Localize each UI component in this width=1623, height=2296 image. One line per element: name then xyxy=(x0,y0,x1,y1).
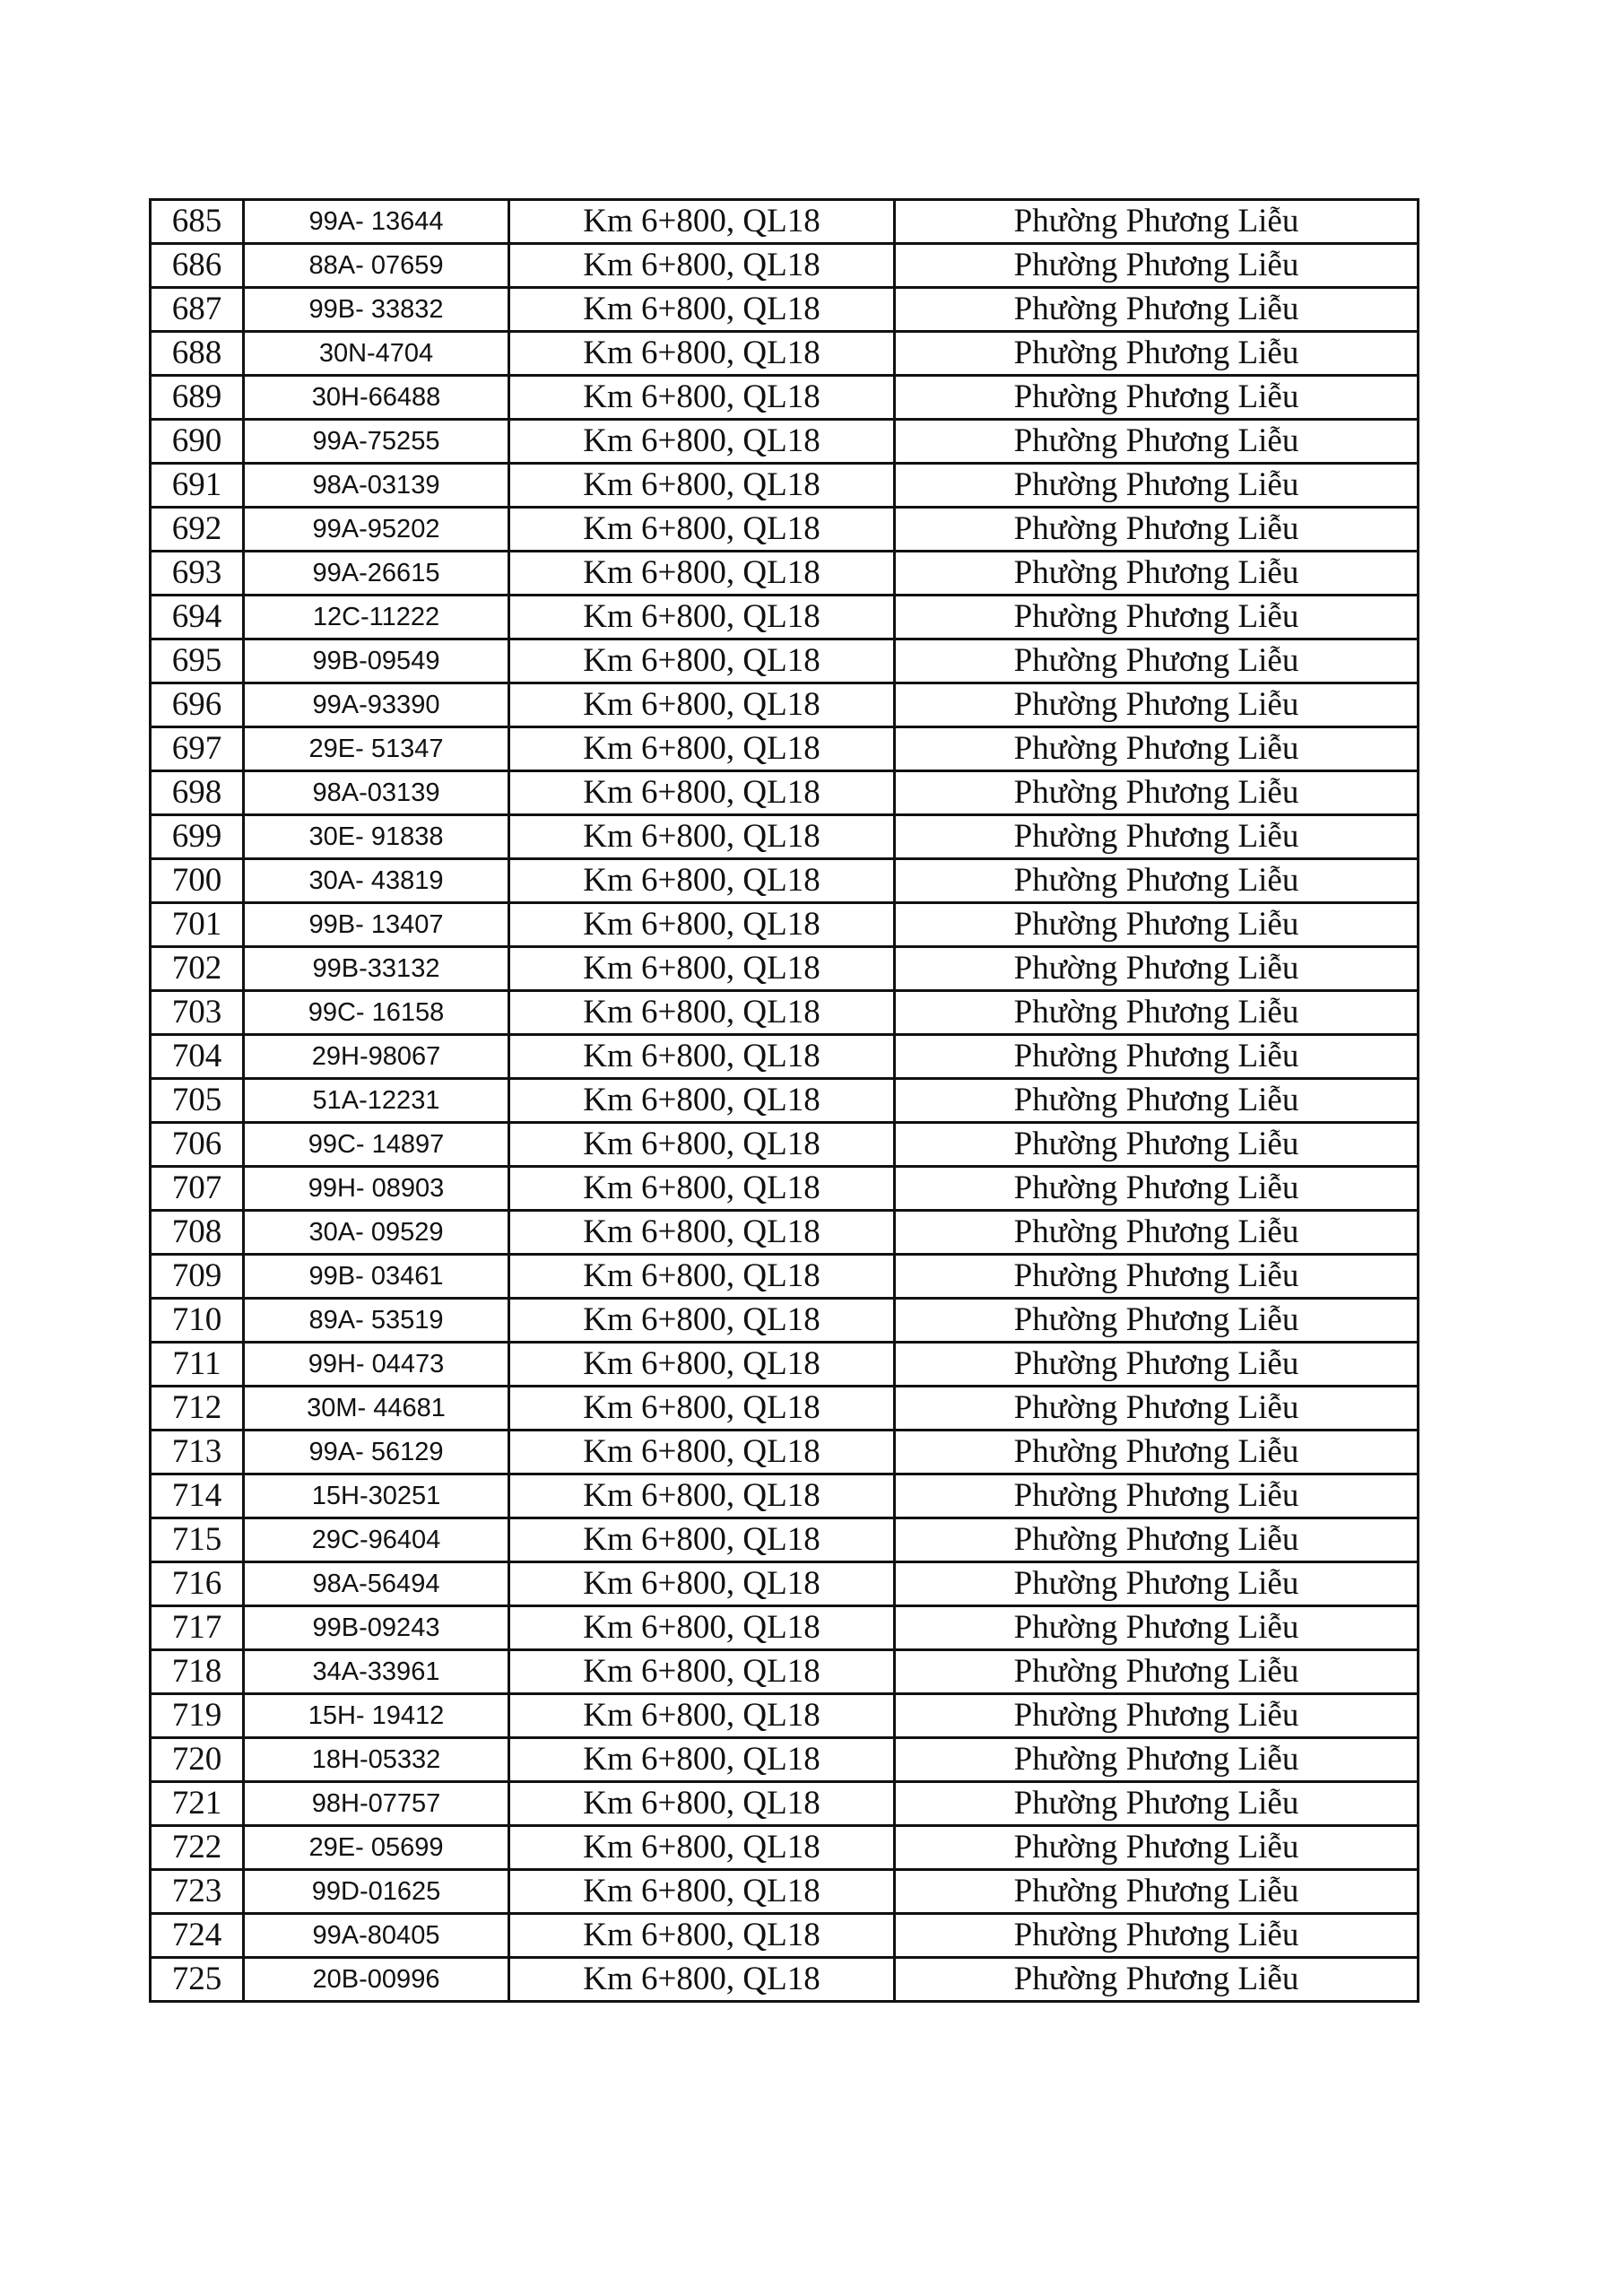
location-cell: Km 6+800, QL18 xyxy=(509,376,895,420)
license-plate-cell: 99A-93390 xyxy=(244,683,509,727)
row-number-cell: 703 xyxy=(151,991,244,1035)
license-plate-cell: 98A-56494 xyxy=(244,1562,509,1606)
ward-cell: Phường Phương Liễu xyxy=(895,1299,1419,1343)
table-row xyxy=(151,727,1419,771)
ward-cell: Phường Phương Liễu xyxy=(895,1606,1419,1650)
table-row xyxy=(151,683,1419,727)
row-number-cell: 717 xyxy=(151,1606,244,1650)
ward-cell: Phường Phương Liễu xyxy=(895,244,1419,288)
ward-cell: Phường Phương Liễu xyxy=(895,903,1419,947)
ward-cell: Phường Phương Liễu xyxy=(895,1474,1419,1518)
table-row xyxy=(151,1387,1419,1431)
table-body xyxy=(151,200,1419,2002)
row-number-cell: 696 xyxy=(151,683,244,727)
location-cell: Km 6+800, QL18 xyxy=(509,1079,895,1123)
row-number-cell: 686 xyxy=(151,244,244,288)
license-plate-cell: 98A-03139 xyxy=(244,464,509,508)
license-plate-cell: 99B- 03461 xyxy=(244,1255,509,1299)
row-number-cell: 715 xyxy=(151,1518,244,1562)
table-row xyxy=(151,1079,1419,1123)
table-row xyxy=(151,947,1419,991)
table-row xyxy=(151,332,1419,376)
table-row xyxy=(151,376,1419,420)
ward-cell: Phường Phương Liễu xyxy=(895,376,1419,420)
row-number-cell: 685 xyxy=(151,200,244,244)
ward-cell: Phường Phương Liễu xyxy=(895,1035,1419,1079)
location-cell: Km 6+800, QL18 xyxy=(509,1958,895,2002)
ward-cell: Phường Phương Liễu xyxy=(895,1694,1419,1738)
table-row xyxy=(151,552,1419,596)
license-plate-cell: 34A-33961 xyxy=(244,1650,509,1694)
ward-cell: Phường Phương Liễu xyxy=(895,420,1419,464)
location-cell: Km 6+800, QL18 xyxy=(509,1035,895,1079)
location-cell: Km 6+800, QL18 xyxy=(509,552,895,596)
table-row xyxy=(151,1870,1419,1914)
row-number-cell: 699 xyxy=(151,815,244,859)
location-cell: Km 6+800, QL18 xyxy=(509,1826,895,1870)
row-number-cell: 721 xyxy=(151,1782,244,1826)
row-number-cell: 700 xyxy=(151,859,244,903)
license-plate-cell: 99B- 13407 xyxy=(244,903,509,947)
ward-cell: Phường Phương Liễu xyxy=(895,1518,1419,1562)
license-plate-cell: 99A-26615 xyxy=(244,552,509,596)
location-cell: Km 6+800, QL18 xyxy=(509,639,895,683)
location-cell: Km 6+800, QL18 xyxy=(509,947,895,991)
license-plate-cell: 99B-09549 xyxy=(244,639,509,683)
license-plate-cell: 99B- 33832 xyxy=(244,288,509,332)
row-number-cell: 692 xyxy=(151,508,244,552)
ward-cell: Phường Phương Liễu xyxy=(895,1782,1419,1826)
row-number-cell: 690 xyxy=(151,420,244,464)
location-cell: Km 6+800, QL18 xyxy=(509,1606,895,1650)
location-cell: Km 6+800, QL18 xyxy=(509,1123,895,1167)
ward-cell: Phường Phương Liễu xyxy=(895,596,1419,639)
table-row xyxy=(151,1211,1419,1255)
table-row xyxy=(151,464,1419,508)
row-number-cell: 688 xyxy=(151,332,244,376)
row-number-cell: 709 xyxy=(151,1255,244,1299)
table-row xyxy=(151,1123,1419,1167)
table-row xyxy=(151,771,1419,815)
row-number-cell: 708 xyxy=(151,1211,244,1255)
location-cell: Km 6+800, QL18 xyxy=(509,1650,895,1694)
location-cell: Km 6+800, QL18 xyxy=(509,1343,895,1387)
table-row xyxy=(151,859,1419,903)
row-number-cell: 701 xyxy=(151,903,244,947)
ward-cell: Phường Phương Liễu xyxy=(895,683,1419,727)
license-plate-cell: 99D-01625 xyxy=(244,1870,509,1914)
table-row xyxy=(151,903,1419,947)
ward-cell: Phường Phương Liễu xyxy=(895,1387,1419,1431)
location-cell: Km 6+800, QL18 xyxy=(509,1518,895,1562)
location-cell: Km 6+800, QL18 xyxy=(509,1562,895,1606)
license-plate-cell: 98A-03139 xyxy=(244,771,509,815)
row-number-cell: 711 xyxy=(151,1343,244,1387)
ward-cell: Phường Phương Liễu xyxy=(895,1650,1419,1694)
ward-cell: Phường Phương Liễu xyxy=(895,1562,1419,1606)
license-plate-cell: 99A-95202 xyxy=(244,508,509,552)
ward-cell: Phường Phương Liễu xyxy=(895,1123,1419,1167)
ward-cell: Phường Phương Liễu xyxy=(895,288,1419,332)
table-row xyxy=(151,1606,1419,1650)
row-number-cell: 702 xyxy=(151,947,244,991)
ward-cell: Phường Phương Liễu xyxy=(895,1738,1419,1782)
license-plate-cell: 29H-98067 xyxy=(244,1035,509,1079)
location-cell: Km 6+800, QL18 xyxy=(509,1782,895,1826)
table-row xyxy=(151,1826,1419,1870)
location-cell: Km 6+800, QL18 xyxy=(509,420,895,464)
license-plate-cell: 30E- 91838 xyxy=(244,815,509,859)
row-number-cell: 723 xyxy=(151,1870,244,1914)
license-plate-cell: 88A- 07659 xyxy=(244,244,509,288)
ward-cell: Phường Phương Liễu xyxy=(895,332,1419,376)
location-cell: Km 6+800, QL18 xyxy=(509,859,895,903)
location-cell: Km 6+800, QL18 xyxy=(509,1211,895,1255)
location-cell: Km 6+800, QL18 xyxy=(509,1255,895,1299)
row-number-cell: 718 xyxy=(151,1650,244,1694)
license-plate-cell: 99A- 13644 xyxy=(244,200,509,244)
row-number-cell: 722 xyxy=(151,1826,244,1870)
location-cell: Km 6+800, QL18 xyxy=(509,771,895,815)
location-cell: Km 6+800, QL18 xyxy=(509,1694,895,1738)
license-plate-cell: 30A- 09529 xyxy=(244,1211,509,1255)
ward-cell: Phường Phương Liễu xyxy=(895,1870,1419,1914)
license-plate-cell: 99C- 16158 xyxy=(244,991,509,1035)
location-cell: Km 6+800, QL18 xyxy=(509,1914,895,1958)
license-plate-cell: 29E- 05699 xyxy=(244,1826,509,1870)
ward-cell: Phường Phương Liễu xyxy=(895,200,1419,244)
row-number-cell: 724 xyxy=(151,1914,244,1958)
row-number-cell: 687 xyxy=(151,288,244,332)
row-number-cell: 725 xyxy=(151,1958,244,2002)
row-number-cell: 704 xyxy=(151,1035,244,1079)
table-row xyxy=(151,815,1419,859)
row-number-cell: 689 xyxy=(151,376,244,420)
row-number-cell: 712 xyxy=(151,1387,244,1431)
row-number-cell: 691 xyxy=(151,464,244,508)
license-plate-cell: 30A- 43819 xyxy=(244,859,509,903)
license-plate-cell: 30H-66488 xyxy=(244,376,509,420)
ward-cell: Phường Phương Liễu xyxy=(895,1079,1419,1123)
license-plate-cell: 99H- 08903 xyxy=(244,1167,509,1211)
table-row xyxy=(151,200,1419,244)
table-row xyxy=(151,1562,1419,1606)
row-number-cell: 694 xyxy=(151,596,244,639)
table-row xyxy=(151,1255,1419,1299)
ward-cell: Phường Phương Liễu xyxy=(895,1914,1419,1958)
table-row xyxy=(151,1431,1419,1474)
row-number-cell: 693 xyxy=(151,552,244,596)
license-plate-cell: 99A-75255 xyxy=(244,420,509,464)
ward-cell: Phường Phương Liễu xyxy=(895,1255,1419,1299)
ward-cell: Phường Phương Liễu xyxy=(895,859,1419,903)
table-row xyxy=(151,1299,1419,1343)
license-plate-cell: 15H- 19412 xyxy=(244,1694,509,1738)
ward-cell: Phường Phương Liễu xyxy=(895,947,1419,991)
ward-cell: Phường Phương Liễu xyxy=(895,1167,1419,1211)
location-cell: Km 6+800, QL18 xyxy=(509,1167,895,1211)
violations-table xyxy=(149,198,1419,2003)
license-plate-cell: 99B-33132 xyxy=(244,947,509,991)
ward-cell: Phường Phương Liễu xyxy=(895,815,1419,859)
row-number-cell: 714 xyxy=(151,1474,244,1518)
row-number-cell: 710 xyxy=(151,1299,244,1343)
location-cell: Km 6+800, QL18 xyxy=(509,288,895,332)
location-cell: Km 6+800, QL18 xyxy=(509,683,895,727)
table-row xyxy=(151,1650,1419,1694)
row-number-cell: 707 xyxy=(151,1167,244,1211)
location-cell: Km 6+800, QL18 xyxy=(509,1738,895,1782)
ward-cell: Phường Phương Liễu xyxy=(895,771,1419,815)
location-cell: Km 6+800, QL18 xyxy=(509,1299,895,1343)
row-number-cell: 706 xyxy=(151,1123,244,1167)
license-plate-cell: 99A- 56129 xyxy=(244,1431,509,1474)
ward-cell: Phường Phương Liễu xyxy=(895,1343,1419,1387)
license-plate-cell: 99A-80405 xyxy=(244,1914,509,1958)
table-row xyxy=(151,1035,1419,1079)
license-plate-cell: 51A-12231 xyxy=(244,1079,509,1123)
ward-cell: Phường Phương Liễu xyxy=(895,1826,1419,1870)
location-cell: Km 6+800, QL18 xyxy=(509,903,895,947)
table-row xyxy=(151,1167,1419,1211)
table-row xyxy=(151,1343,1419,1387)
license-plate-cell: 99H- 04473 xyxy=(244,1343,509,1387)
ward-cell: Phường Phương Liễu xyxy=(895,639,1419,683)
license-plate-cell: 99C- 14897 xyxy=(244,1123,509,1167)
ward-cell: Phường Phương Liễu xyxy=(895,1431,1419,1474)
table-row xyxy=(151,244,1419,288)
license-plate-cell: 29E- 51347 xyxy=(244,727,509,771)
table-row xyxy=(151,1782,1419,1826)
table-row xyxy=(151,639,1419,683)
license-plate-cell: 12C-11222 xyxy=(244,596,509,639)
ward-cell: Phường Phương Liễu xyxy=(895,508,1419,552)
table-row xyxy=(151,288,1419,332)
ward-cell: Phường Phương Liễu xyxy=(895,1958,1419,2002)
license-plate-cell: 99B-09243 xyxy=(244,1606,509,1650)
license-plate-cell: 30M- 44681 xyxy=(244,1387,509,1431)
row-number-cell: 720 xyxy=(151,1738,244,1782)
license-plate-cell: 98H-07757 xyxy=(244,1782,509,1826)
table-row xyxy=(151,1914,1419,1958)
table-row xyxy=(151,1694,1419,1738)
row-number-cell: 698 xyxy=(151,771,244,815)
ward-cell: Phường Phương Liễu xyxy=(895,991,1419,1035)
location-cell: Km 6+800, QL18 xyxy=(509,815,895,859)
location-cell: Km 6+800, QL18 xyxy=(509,1431,895,1474)
location-cell: Km 6+800, QL18 xyxy=(509,1870,895,1914)
location-cell: Km 6+800, QL18 xyxy=(509,200,895,244)
license-plate-cell: 89A- 53519 xyxy=(244,1299,509,1343)
table-row xyxy=(151,1738,1419,1782)
ward-cell: Phường Phương Liễu xyxy=(895,552,1419,596)
row-number-cell: 697 xyxy=(151,727,244,771)
license-plate-cell: 20B-00996 xyxy=(244,1958,509,2002)
row-number-cell: 695 xyxy=(151,639,244,683)
license-plate-cell: 18H-05332 xyxy=(244,1738,509,1782)
location-cell: Km 6+800, QL18 xyxy=(509,332,895,376)
row-number-cell: 705 xyxy=(151,1079,244,1123)
table-row xyxy=(151,508,1419,552)
ward-cell: Phường Phương Liễu xyxy=(895,727,1419,771)
license-plate-cell: 30N-4704 xyxy=(244,332,509,376)
location-cell: Km 6+800, QL18 xyxy=(509,727,895,771)
table-row xyxy=(151,420,1419,464)
table-row xyxy=(151,1958,1419,2002)
location-cell: Km 6+800, QL18 xyxy=(509,596,895,639)
location-cell: Km 6+800, QL18 xyxy=(509,1387,895,1431)
table-row xyxy=(151,596,1419,639)
location-cell: Km 6+800, QL18 xyxy=(509,244,895,288)
location-cell: Km 6+800, QL18 xyxy=(509,464,895,508)
table-row xyxy=(151,1474,1419,1518)
table-row xyxy=(151,1518,1419,1562)
ward-cell: Phường Phương Liễu xyxy=(895,1211,1419,1255)
location-cell: Km 6+800, QL18 xyxy=(509,508,895,552)
ward-cell: Phường Phương Liễu xyxy=(895,464,1419,508)
row-number-cell: 716 xyxy=(151,1562,244,1606)
row-number-cell: 713 xyxy=(151,1431,244,1474)
table-row xyxy=(151,991,1419,1035)
location-cell: Km 6+800, QL18 xyxy=(509,991,895,1035)
location-cell: Km 6+800, QL18 xyxy=(509,1474,895,1518)
license-plate-cell: 15H-30251 xyxy=(244,1474,509,1518)
row-number-cell: 719 xyxy=(151,1694,244,1738)
license-plate-cell: 29C-96404 xyxy=(244,1518,509,1562)
